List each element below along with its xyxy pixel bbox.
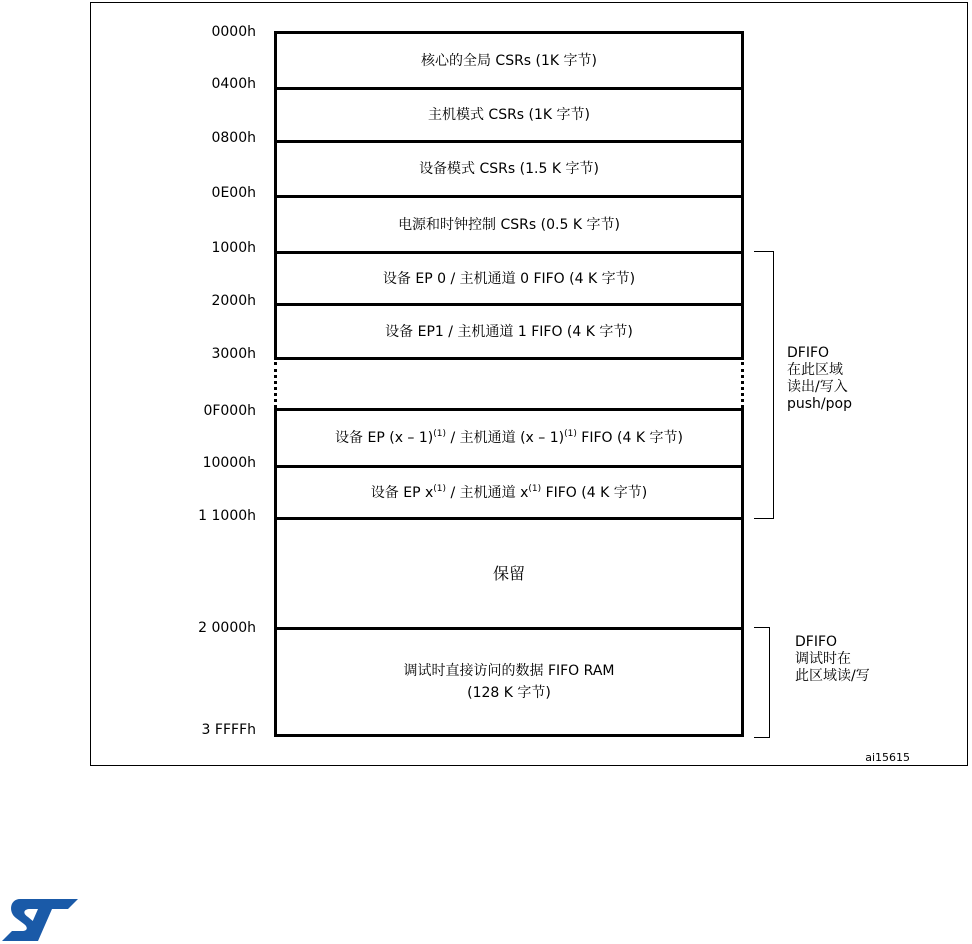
block-label: 调试时直接访问的数据 FIFO RAM (128 K 字节)	[403, 663, 615, 701]
address-label: 10000h	[202, 455, 256, 471]
address-label: 1 1000h	[198, 508, 256, 524]
st-logo-icon	[2, 895, 78, 941]
memory-block-epx-minus-1-fifo	[274, 408, 744, 465]
dfifo-push-pop-bracket	[754, 251, 774, 519]
memory-block-reserved	[274, 517, 744, 627]
memory-block-power-clock-csr	[274, 195, 744, 251]
block-label: 保留	[492, 563, 525, 583]
address-label: 0800h	[211, 130, 256, 146]
gap-dotted-line-left	[274, 362, 277, 408]
dfifo-debug-bracket	[754, 627, 770, 738]
address-label: 1000h	[211, 240, 256, 256]
memory-block-global-csr	[274, 31, 744, 87]
address-label: 0E00h	[211, 185, 256, 201]
memory-block-debug-ram	[274, 627, 744, 737]
block-label: 电源和时钟控制 CSRs (0.5 K 字节)	[398, 216, 620, 233]
gap-dotted-line-right	[741, 362, 744, 408]
block-label: 核心的全局 CSRs (1K 字节)	[420, 52, 598, 69]
memory-block-epx-fifo	[274, 465, 744, 517]
figure-id: ai15615	[865, 751, 910, 764]
block-label: 设备 EP 0 / 主机通道 0 FIFO (4 K 字节)	[382, 270, 636, 287]
dfifo-debug-note: DFIFO 调试时在 此区域读/写	[795, 634, 870, 684]
block-label: 设备 EP $x^{(1)}$ / 主机通道 $x^{(1)}$ FIFO (4 K 字节)	[370, 483, 648, 501]
memory-block-ep1-fifo	[274, 303, 744, 360]
address-label: 0F000h	[203, 403, 256, 419]
block-label: 主机模式 CSRs (1K 字节)	[427, 107, 591, 123]
memory-block-host-csr	[274, 87, 744, 140]
address-label: 0000h	[211, 24, 256, 40]
address-label: 2000h	[211, 293, 256, 309]
address-label: 3 FFFFh	[201, 722, 256, 738]
memory-block-device-csr	[274, 140, 744, 195]
block-label: 设备 EP (x – 1)$^{(1)}$ / 主机通道 (x – 1)$^{(1)}$ FIFO (4 K 字节)	[335, 429, 683, 446]
address-label: 2 0000h	[198, 620, 256, 636]
address-label: 0400h	[211, 76, 256, 92]
address-label: 3000h	[211, 346, 256, 362]
block-label: 设备模式 CSRs (1.5 K 字节)	[419, 161, 599, 177]
memory-block-ep0-fifo	[274, 251, 744, 303]
block-label: 设备 EP1 / 主机通道 1 FIFO (4 K 字节)	[385, 323, 633, 340]
dfifo-push-pop-note: DFIFO 在此区域 读出/写入 push/pop	[787, 345, 852, 412]
